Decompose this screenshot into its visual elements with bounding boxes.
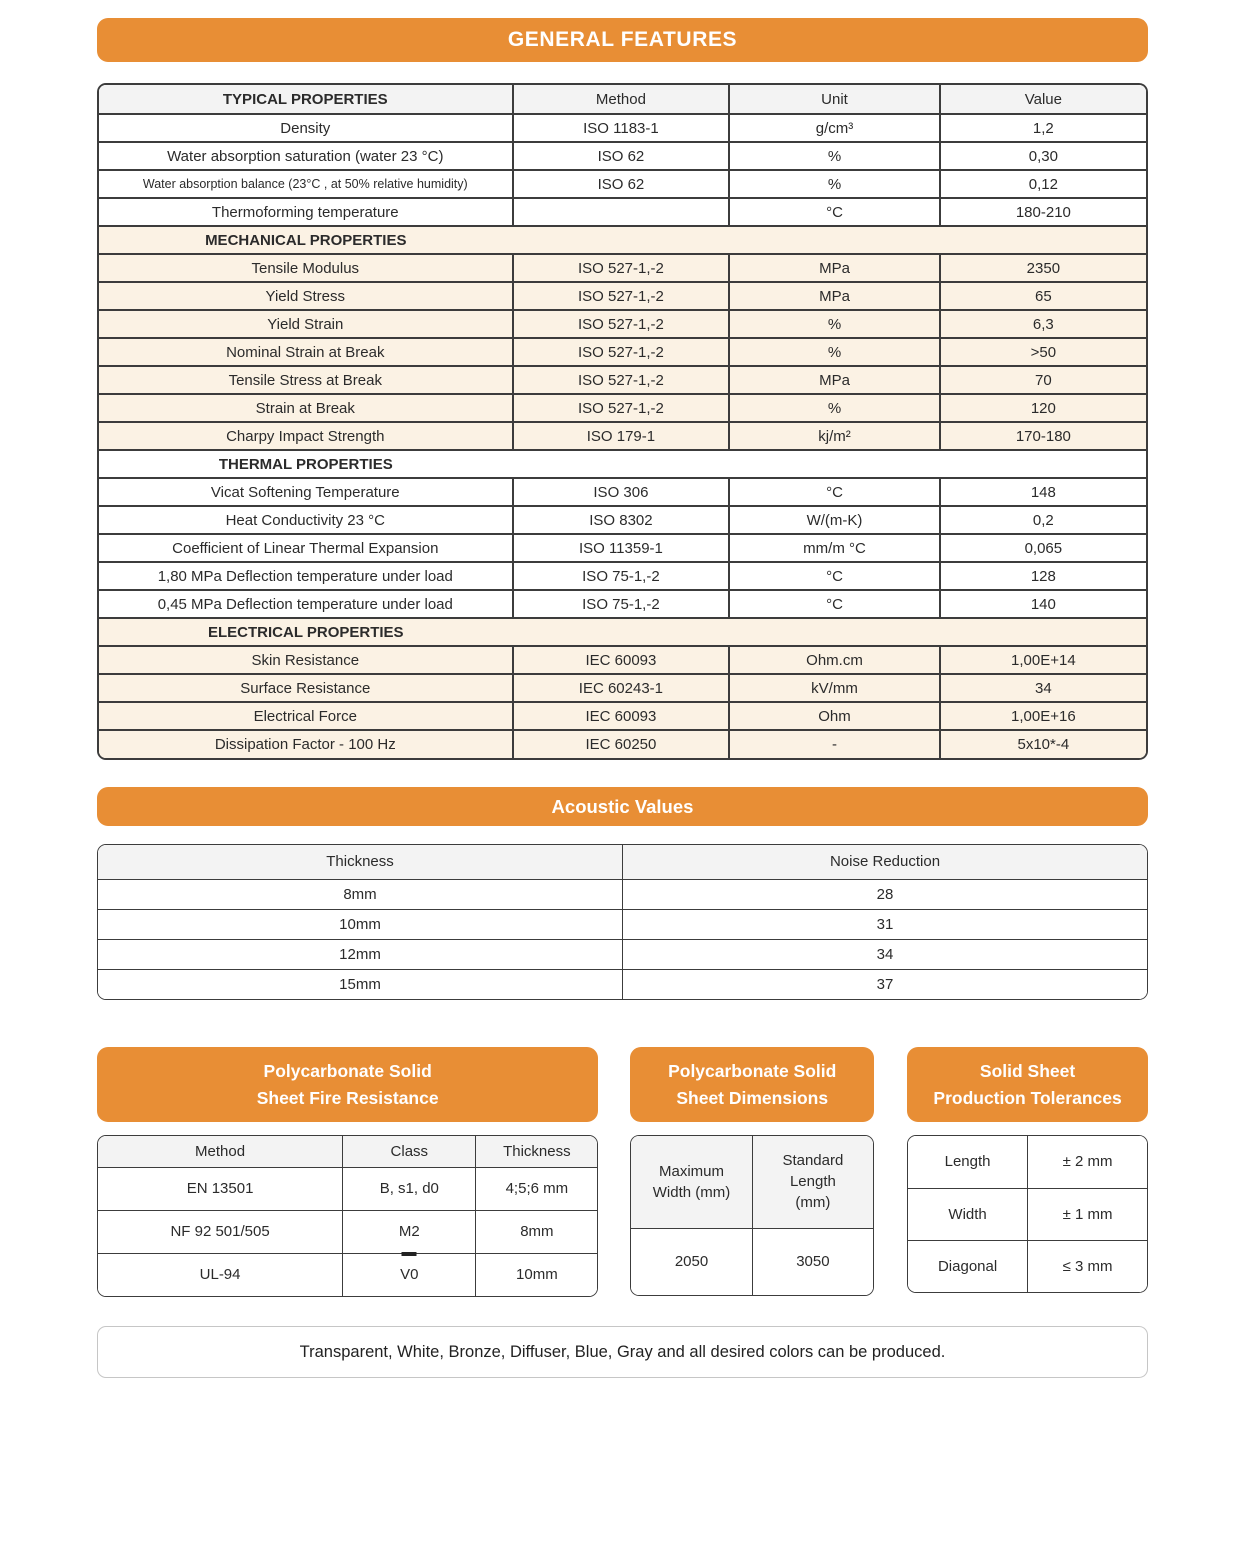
table-row xyxy=(99,506,1146,534)
table-cell: M2 xyxy=(343,1210,476,1253)
table-cell: % xyxy=(729,142,939,170)
table-cell: Charpy Impact Strength xyxy=(99,422,513,450)
table-cell: >50 xyxy=(940,338,1146,366)
dimensions-title-line2: Sheet Dimensions xyxy=(676,1087,829,1108)
column-header-cell: Maximum Width (mm) xyxy=(631,1136,752,1228)
table-row xyxy=(99,394,1146,422)
table-cell: 148 xyxy=(940,478,1146,506)
table-row xyxy=(99,114,1146,142)
table-row xyxy=(99,730,1146,758)
properties-table-container xyxy=(97,83,1148,760)
table-cell: NF 92 501/505 xyxy=(98,1210,343,1253)
table-cell: ISO 527-1,-2 xyxy=(513,338,730,366)
table-row xyxy=(908,1240,1147,1292)
section-header-label: ELECTRICAL PROPERTIES xyxy=(207,623,404,641)
table-row xyxy=(98,909,1147,939)
table-cell: 4;5;6 mm xyxy=(476,1167,597,1210)
table-cell: Heat Conductivity 23 °C xyxy=(99,506,513,534)
table-cell: ± 2 mm xyxy=(1028,1136,1147,1188)
table-cell: 1,2 xyxy=(940,114,1146,142)
table-row xyxy=(99,366,1146,394)
table-row xyxy=(99,590,1146,618)
table-cell: 70 xyxy=(940,366,1146,394)
table-row xyxy=(99,674,1146,702)
table-row xyxy=(98,1136,597,1167)
table-cell: ISO 306 xyxy=(513,478,730,506)
table-cell: °C xyxy=(729,562,939,590)
column-header-cell: Method xyxy=(513,85,730,114)
table-cell: Dissipation Factor - 100 Hz xyxy=(99,730,513,758)
table-cell: Electrical Force xyxy=(99,702,513,730)
dimensions-table-container xyxy=(630,1135,874,1296)
acoustic-table-container xyxy=(97,844,1148,1000)
table-cell: 15mm xyxy=(98,969,623,999)
tolerances-title-line1: Solid Sheet xyxy=(979,1061,1076,1082)
table-cell: IEC 60093 xyxy=(513,646,730,674)
table-cell: ISO 62 xyxy=(513,142,730,170)
table-cell: 0,12 xyxy=(940,170,1146,198)
general-features-title: GENERAL FEATURES xyxy=(507,28,738,51)
table-row xyxy=(99,85,1146,114)
table-row xyxy=(99,310,1146,338)
table-cell: ISO 527-1,-2 xyxy=(513,394,730,422)
table-cell: 6,3 xyxy=(940,310,1146,338)
table-cell: ISO 179-1 xyxy=(513,422,730,450)
table-row xyxy=(631,1228,873,1295)
table-row xyxy=(908,1136,1147,1188)
table-cell: °C xyxy=(729,590,939,618)
table-cell: 120 xyxy=(940,394,1146,422)
table-row xyxy=(98,1167,597,1210)
table-cell: 0,2 xyxy=(940,506,1146,534)
table-cell: Nominal Strain at Break xyxy=(99,338,513,366)
table-row xyxy=(99,282,1146,310)
table-cell: 0,30 xyxy=(940,142,1146,170)
table-cell: 10mm xyxy=(98,909,623,939)
table-cell: °C xyxy=(729,198,939,226)
dimensions-table xyxy=(631,1136,873,1295)
table-cell: ISO 1183-1 xyxy=(513,114,730,142)
table-cell xyxy=(99,226,1146,254)
table-cell: 1,80 MPa Deflection temperature under load xyxy=(99,562,513,590)
table-cell: 170-180 xyxy=(940,422,1146,450)
table-cell: ISO 527-1,-2 xyxy=(513,282,730,310)
table-cell: ISO 11359-1 xyxy=(513,534,730,562)
table-cell: 37 xyxy=(623,969,1148,999)
table-cell: 2350 xyxy=(940,254,1146,282)
table-cell: Yield Strain xyxy=(99,310,513,338)
column-header-cell: Standard Length (mm) xyxy=(752,1136,873,1228)
table-cell: 140 xyxy=(940,590,1146,618)
table-cell: Ohm xyxy=(729,702,939,730)
table-row xyxy=(98,939,1147,969)
tolerances-section xyxy=(907,1047,1148,1293)
table-row xyxy=(99,450,1146,478)
column-header-cell: Method xyxy=(98,1136,343,1167)
table-cell: ISO 527-1,-2 xyxy=(513,310,730,338)
table-cell: °C xyxy=(729,478,939,506)
table-cell: % xyxy=(729,170,939,198)
table-row xyxy=(99,170,1146,198)
table-cell: 34 xyxy=(623,939,1148,969)
table-cell: ISO 8302 xyxy=(513,506,730,534)
general-features-banner xyxy=(97,18,1148,62)
table-cell: 180-210 xyxy=(940,198,1146,226)
properties-table xyxy=(99,85,1146,758)
table-cell xyxy=(99,618,1146,646)
dimensions-section xyxy=(630,1047,874,1296)
table-cell: 31 xyxy=(623,909,1148,939)
fire-table-container xyxy=(97,1135,598,1297)
acoustic-values-title: Acoustic Values xyxy=(551,795,694,817)
fire-resistance-title-line2: Sheet Fire Resistance xyxy=(256,1087,439,1108)
table-row xyxy=(98,1253,597,1296)
table-row xyxy=(99,478,1146,506)
table-cell: IEC 60243-1 xyxy=(513,674,730,702)
table-row xyxy=(99,562,1146,590)
acoustic-values-banner xyxy=(97,787,1148,826)
table-cell: MPa xyxy=(729,366,939,394)
table-cell: Coefficient of Linear Thermal Expansion xyxy=(99,534,513,562)
table-cell: kj/m² xyxy=(729,422,939,450)
table-cell: Ohm.cm xyxy=(729,646,939,674)
table-cell: Water absorption balance (23°C , at 50% relative humidity) xyxy=(99,170,513,198)
table-row xyxy=(99,338,1146,366)
table-cell: 65 xyxy=(940,282,1146,310)
acoustic-table xyxy=(98,845,1147,999)
table-cell: MPa xyxy=(729,254,939,282)
table-cell: Strain at Break xyxy=(99,394,513,422)
column-header-cell: Unit xyxy=(729,85,939,114)
table-cell: Yield Stress xyxy=(99,282,513,310)
fire-resistance-banner xyxy=(97,1047,598,1122)
table-cell: Vicat Softening Temperature xyxy=(99,478,513,506)
table-cell: Density xyxy=(99,114,513,142)
table-row xyxy=(99,198,1146,226)
fire-resistance-table xyxy=(98,1136,597,1296)
column-header-cell: Thickness xyxy=(476,1136,597,1167)
section-header-label: THERMAL PROPERTIES xyxy=(218,455,393,473)
table-cell: 0,065 xyxy=(940,534,1146,562)
table-cell: Tensile Stress at Break xyxy=(99,366,513,394)
table-cell xyxy=(513,198,730,226)
table-cell: W/(m-K) xyxy=(729,506,939,534)
table-cell: 34 xyxy=(940,674,1146,702)
column-header-cell: Class xyxy=(343,1136,476,1167)
table-cell: 128 xyxy=(940,562,1146,590)
tolerances-banner xyxy=(907,1047,1148,1122)
table-cell: 1,00E+16 xyxy=(940,702,1146,730)
bottom-sections xyxy=(97,1047,1148,1297)
table-cell: IEC 60093 xyxy=(513,702,730,730)
tolerances-title-line2: Production Tolerances xyxy=(933,1087,1122,1108)
table-row xyxy=(99,142,1146,170)
table-cell: ISO 75-1,-2 xyxy=(513,590,730,618)
table-cell: Water absorption saturation (water 23 °C) xyxy=(99,142,513,170)
table-cell: g/cm³ xyxy=(729,114,939,142)
table-cell: ISO 75-1,-2 xyxy=(513,562,730,590)
table-cell: Skin Resistance xyxy=(99,646,513,674)
tolerances-table-container xyxy=(907,1135,1148,1293)
table-row xyxy=(99,618,1146,646)
table-cell: B, s1, d0 xyxy=(343,1167,476,1210)
table-row xyxy=(99,534,1146,562)
table-cell: ISO 62 xyxy=(513,170,730,198)
column-header-cell: TYPICAL PROPERTIES xyxy=(99,85,513,114)
table-cell: 1,00E+14 xyxy=(940,646,1146,674)
table-cell: Diagonal xyxy=(908,1240,1027,1292)
table-cell: IEC 60250 xyxy=(513,730,730,758)
dimensions-title-line1: Polycarbonate Solid xyxy=(668,1061,837,1082)
table-row xyxy=(99,254,1146,282)
table-row xyxy=(98,879,1147,909)
table-cell: Length xyxy=(908,1136,1027,1188)
table-cell: 3050 xyxy=(752,1228,873,1295)
table-row xyxy=(908,1188,1147,1240)
table-cell xyxy=(99,450,1146,478)
table-cell: ± 1 mm xyxy=(1028,1188,1147,1240)
table-cell: 10mm xyxy=(476,1253,597,1296)
table-cell: Width xyxy=(908,1188,1027,1240)
table-row xyxy=(99,646,1146,674)
table-cell: - xyxy=(729,730,939,758)
column-header-cell: Thickness xyxy=(98,845,623,879)
table-cell: UL-94 xyxy=(98,1253,343,1296)
table-cell: % xyxy=(729,338,939,366)
colors-note-text: Transparent, White, Bronze, Diffuser, Blue, Gray and all desired colors can be produced. xyxy=(299,1342,946,1361)
table-cell: mm/m °C xyxy=(729,534,939,562)
table-cell: ISO 527-1,-2 xyxy=(513,254,730,282)
table-row xyxy=(98,969,1147,999)
table-cell: % xyxy=(729,310,939,338)
table-cell: kV/mm xyxy=(729,674,939,702)
table-row xyxy=(99,422,1146,450)
table-row xyxy=(98,845,1147,879)
table-row xyxy=(99,702,1146,730)
table-cell: % xyxy=(729,394,939,422)
table-row xyxy=(99,226,1146,254)
tolerances-table xyxy=(908,1136,1147,1292)
table-cell: EN 13501 xyxy=(98,1167,343,1210)
column-header-cell: Value xyxy=(940,85,1146,114)
table-cell: 12mm xyxy=(98,939,623,969)
table-row xyxy=(98,1210,597,1253)
table-cell: Tensile Modulus xyxy=(99,254,513,282)
table-cell: MPa xyxy=(729,282,939,310)
fire-resistance-section xyxy=(97,1047,598,1297)
dimensions-banner xyxy=(630,1047,874,1122)
section-header-label: MECHANICAL PROPERTIES xyxy=(205,231,407,249)
fire-resistance-title-line1: Polycarbonate Solid xyxy=(263,1061,432,1082)
table-cell: 2050 xyxy=(631,1228,752,1295)
colors-note xyxy=(97,1326,1148,1378)
table-cell: Surface Resistance xyxy=(99,674,513,702)
table-cell: 28 xyxy=(623,879,1148,909)
table-cell: ≤ 3 mm xyxy=(1028,1240,1147,1292)
table-cell: 8mm xyxy=(476,1210,597,1253)
table-cell: V0 xyxy=(343,1253,476,1296)
table-cell: 5x10*-4 xyxy=(940,730,1146,758)
table-row xyxy=(631,1136,873,1228)
table-cell: 8mm xyxy=(98,879,623,909)
table-cell: 0,45 MPa Deflection temperature under load xyxy=(99,590,513,618)
column-header-cell: Noise Reduction xyxy=(623,845,1148,879)
table-cell: ISO 527-1,-2 xyxy=(513,366,730,394)
table-cell: Thermoforming temperature xyxy=(99,198,513,226)
